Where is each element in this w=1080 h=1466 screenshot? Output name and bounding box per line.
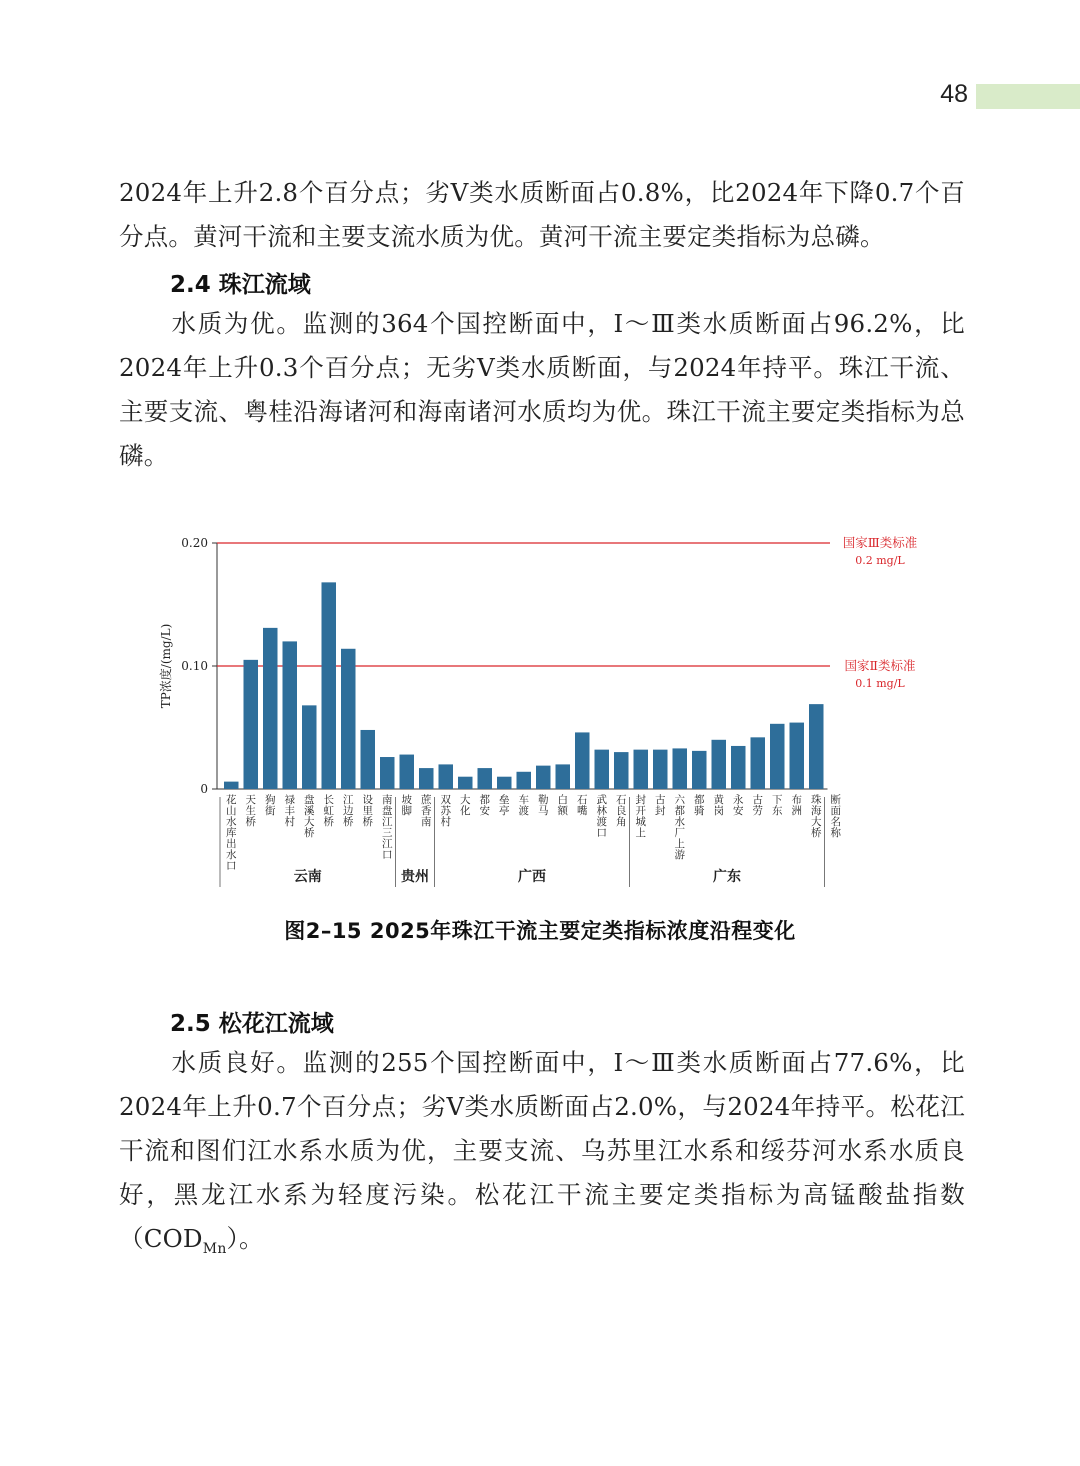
paragraph-yellow-river: 2024年上升2.8个百分点；劣Ⅴ类水质断面占0.8%，比2024年下降0.7个百分点。黄河干流和主要支流水质为优。黄河干流主要定类指标为总磷。: [119, 178, 965, 251]
reference-line-value: 0.1 mg/L: [855, 677, 905, 690]
category-label: 垒亭: [499, 794, 510, 817]
y-tick-label: 0: [200, 782, 208, 796]
category-label: 狗街: [265, 794, 276, 817]
bar: [673, 748, 688, 789]
category-label: 白额: [557, 794, 568, 817]
bar: [224, 782, 239, 789]
category-label: 设里桥: [362, 794, 373, 828]
category-label: 石嘴: [577, 794, 588, 817]
y-tick-label: 0.10: [181, 659, 208, 673]
paragraph-songhua-subscript: Mn: [202, 1240, 227, 1257]
category-label: 封开城上: [635, 794, 646, 839]
bar: [575, 732, 590, 789]
category-label: 勒马: [538, 794, 549, 817]
pearl-river-tp-chart: [150, 520, 940, 900]
bar: [263, 628, 278, 789]
category-label: 黄岗: [713, 794, 724, 817]
bar: [400, 755, 415, 789]
bar: [692, 751, 707, 789]
bar: [731, 746, 746, 789]
bar: [458, 777, 473, 789]
category-label: 江边桥: [343, 794, 354, 828]
category-label: 下东: [772, 794, 783, 817]
reference-line-label: 国家Ⅲ类标准: [842, 535, 918, 550]
category-label: 珠海大桥: [811, 794, 822, 839]
region-label: 广东: [713, 869, 741, 885]
category-label: 永安: [733, 794, 744, 817]
bar: [244, 660, 259, 789]
category-label: 南盘江三江口: [382, 794, 393, 861]
section-heading-pearl-river: 2.4 珠江流域: [170, 272, 311, 298]
category-label: 石良角: [616, 794, 627, 828]
category-label: 盘溪大桥: [304, 794, 315, 839]
bar: [809, 704, 824, 789]
category-label: 都骑: [694, 794, 705, 817]
bar: [517, 772, 532, 789]
category-label: 布洲: [791, 794, 802, 817]
bar: [478, 768, 493, 789]
category-label: 双苏村: [440, 794, 451, 828]
paragraph-songhua-main: 水质良好。监测的255个国控断面中，Ⅰ～Ⅲ类水质断面占77.6%，比2024年上升0.7个百分点；劣Ⅴ类水质断面占2.0%，与2024年持平。松花江干流和图们江水系水质为优，主要支流、乌苏里江水系和绥芬河水系水质良好，黑龙江水系为轻度污染。松花江干流主要定类指标为高锰酸盐指数（COD: [119, 1048, 965, 1253]
category-label: 大化: [460, 794, 471, 817]
bar: [556, 764, 571, 789]
category-label: 花山水库出水口: [226, 794, 237, 872]
category-label: 六都水厂上游: [674, 794, 685, 861]
paragraph-pearl-river-text: 水质为优。监测的364个国控断面中，Ⅰ～Ⅲ类水质断面占96.2%，比2024年上升0.3个百分点；无劣Ⅴ类水质断面，与2024年持平。珠江干流、主要支流、粤桂沿海诸河和海南诸河水质均为优。珠江干流主要定类指标为总磷。: [119, 309, 965, 470]
page-tab-decoration: [976, 84, 1080, 109]
category-label: 古劳: [752, 794, 763, 817]
category-label: 禄丰村: [284, 794, 295, 828]
bar: [302, 705, 317, 789]
bar: [614, 752, 629, 789]
region-label: 贵州: [401, 869, 429, 885]
paragraph-songhua-river: [119, 1041, 965, 1271]
region-label: 云南: [293, 869, 322, 885]
section-heading-songhua-river: 2.5 松花江流域: [170, 1011, 334, 1037]
bar: [341, 649, 356, 789]
y-tick-label: 0.20: [181, 536, 208, 550]
category-label: 武林渡口: [596, 794, 607, 839]
figure-caption: 图2–15 2025年珠江干流主要定类指标浓度沿程变化: [284, 919, 796, 943]
category-label: 蔗香南: [421, 794, 432, 828]
category-label: 坡脚: [401, 794, 412, 817]
bar: [497, 777, 512, 789]
region-label: 广西: [518, 869, 546, 885]
bar: [419, 768, 434, 789]
bar: [770, 724, 785, 789]
category-label: 天生桥: [245, 794, 256, 828]
paragraph-pearl-river: [119, 302, 965, 478]
bar: [361, 730, 376, 789]
page-number: 48: [940, 80, 968, 108]
bar: [322, 582, 337, 789]
category-axis-title: 断面名称: [830, 794, 841, 839]
bar: [712, 740, 727, 789]
category-label: 车渡: [518, 794, 529, 817]
reference-line-value: 0.2 mg/L: [855, 554, 905, 567]
category-label: 长虹桥: [323, 794, 334, 828]
reference-line-label: 国家Ⅱ类标准: [844, 658, 916, 673]
bar: [380, 757, 395, 789]
category-label: 古封: [655, 794, 666, 817]
bar: [283, 641, 298, 789]
bar: [439, 764, 454, 789]
bar: [653, 750, 668, 789]
paragraph-songhua-end: ）。: [226, 1224, 264, 1253]
y-axis-label: TP浓度/(mg/L): [159, 623, 173, 709]
category-label: 都安: [479, 794, 490, 817]
bar: [790, 723, 805, 789]
bar: [536, 766, 551, 789]
bar: [595, 750, 610, 789]
bar: [634, 750, 649, 789]
bar: [751, 737, 766, 789]
